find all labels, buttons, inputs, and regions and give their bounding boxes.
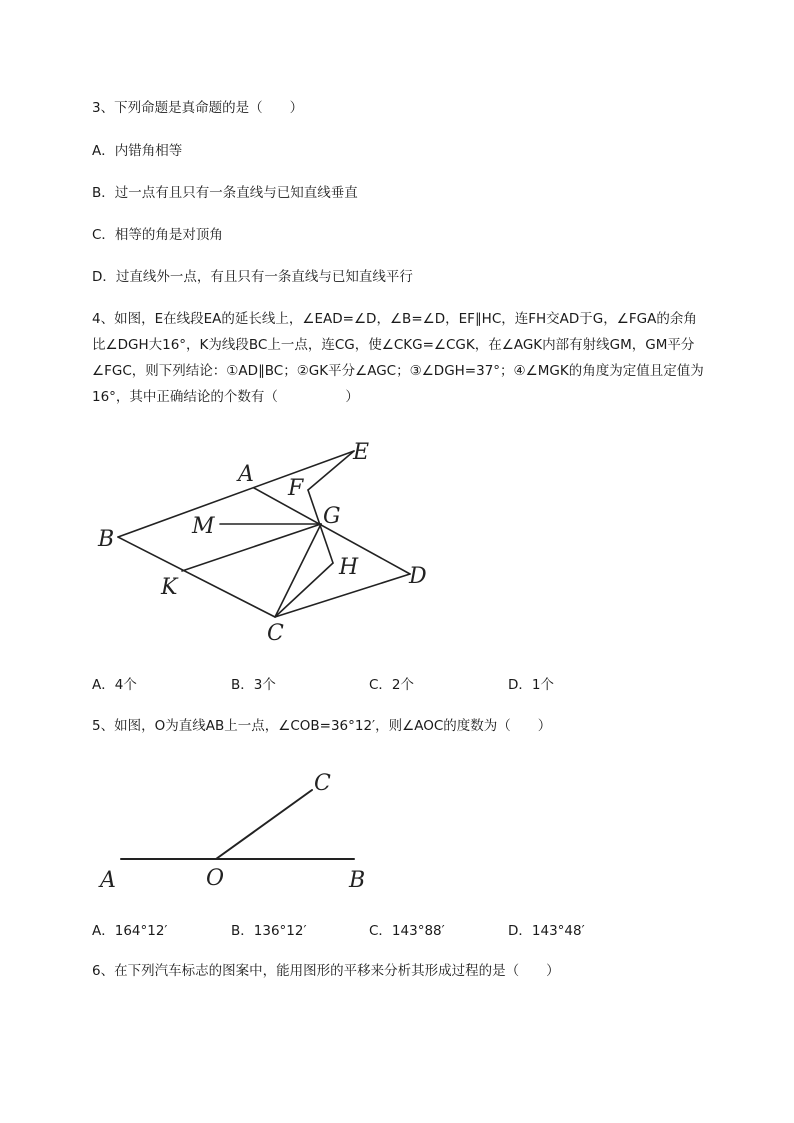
q3-option-d: D．过直线外一点，有且只有一条直线与已知直线平行 xyxy=(92,269,413,285)
label-F: F xyxy=(288,476,304,501)
label-A: A xyxy=(100,868,116,893)
q4-option-c: C．2个 xyxy=(369,677,415,693)
q5-option-a: A．164°12′ xyxy=(92,923,168,939)
label-A: A xyxy=(238,462,254,487)
segment-CD xyxy=(275,574,410,617)
label-E: E xyxy=(353,440,370,465)
q4-stem-line-1: 4、如图，E在线段EA的延长线上，∠EAD=∠D，∠B=∠D，EF∥HC，连FH交AD于G，∠FGA的余角 xyxy=(92,311,697,327)
segment-HC xyxy=(275,563,333,617)
q3-option-a: A．内错角相等 xyxy=(92,143,183,159)
label-C: C xyxy=(267,621,284,646)
q4-option-a: A．4个 xyxy=(92,677,137,693)
label-O: O xyxy=(206,866,225,891)
ray-OC xyxy=(216,790,312,859)
label-B: B xyxy=(98,527,115,552)
segment-EF xyxy=(308,451,354,490)
q4-option-b: B．3个 xyxy=(231,677,276,693)
segment-BC xyxy=(118,537,275,617)
label-G: G xyxy=(323,504,341,529)
q4-figure xyxy=(90,430,450,650)
q4-stem-line-3: ∠FGC，则下列结论：①AD∥BC；②GK平分∠AGC；③∠DGH=37°；④∠MGK的角度为定值且定值为 xyxy=(92,363,704,379)
label-D: D xyxy=(409,564,427,589)
q6-stem: 6、在下列汽车标志的图案中，能用图形的平移来分析其形成过程的是（ ） xyxy=(92,963,560,979)
q4-stem-line-2: 比∠DGH大16°，K为线段BC上一点，连CG，使∠CKG=∠CGK，在∠AGK内部有射线GM，GM平分 xyxy=(92,337,695,353)
q5-stem: 5、如图，O为直线AB上一点，∠COB=36°12′，则∠AOC的度数为（ ） xyxy=(92,718,552,734)
q4-option-d: D．1个 xyxy=(508,677,554,693)
label-K: K xyxy=(161,575,178,600)
q5-option-b: B．136°12′ xyxy=(231,923,307,939)
label-B: B xyxy=(349,868,366,893)
q4-stem-line-4: 16°，其中正确结论的个数有（ ） xyxy=(92,389,359,405)
q3-option-c: C．相等的角是对顶角 xyxy=(92,227,223,243)
label-C: C xyxy=(314,771,331,796)
q3-stem: 3、下列命题是真命题的是（ ） xyxy=(92,100,304,116)
q5-option-c: C．143°88′ xyxy=(369,923,445,939)
q5-option-d: D．143°48′ xyxy=(508,923,585,939)
q5-figure xyxy=(95,760,385,895)
label-M: M xyxy=(192,514,215,539)
q3-option-b: B．过一点有且只有一条直线与已知直线垂直 xyxy=(92,185,358,201)
label-H: H xyxy=(339,555,359,580)
